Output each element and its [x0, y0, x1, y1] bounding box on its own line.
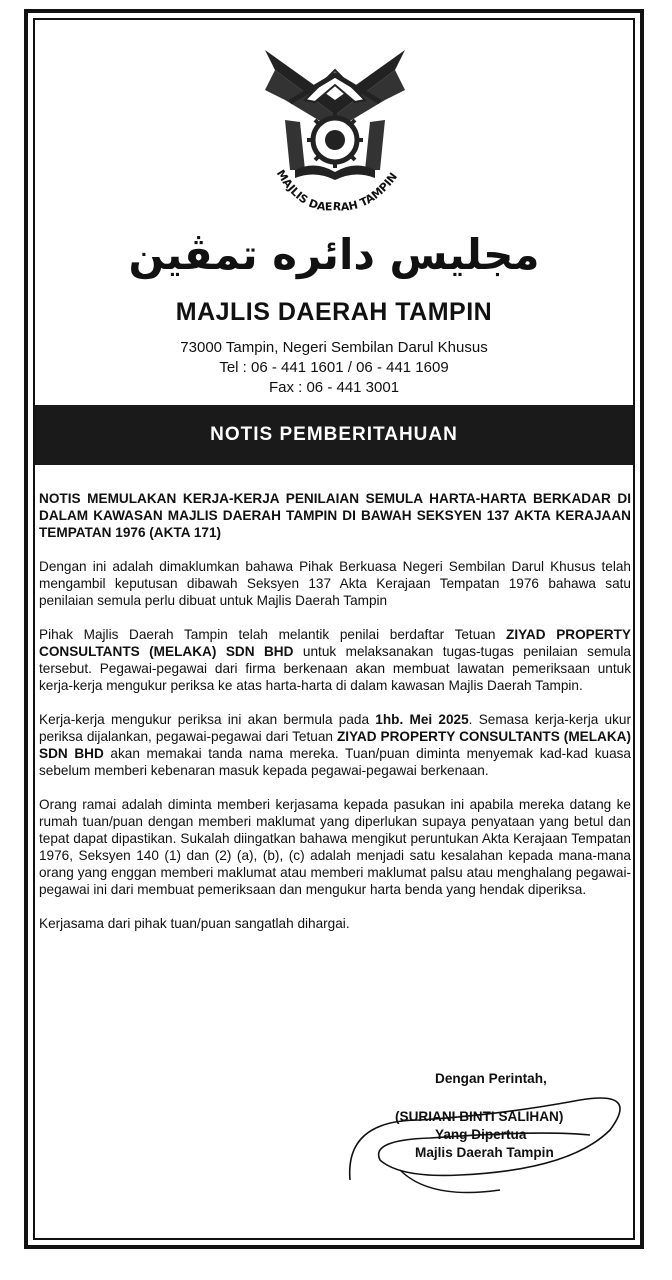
signoff-block — [395, 1070, 635, 1162]
notice-inner-border — [33, 18, 635, 1240]
paragraph-4: Orang ramai adalah diminta memberi kerjasama kepada pasukan ini apabila mereka datang ke rumah tuan/puan dengan memberi maklumat yang diperlukan supaya penyataan yang betul dan tepat dapat dipastikan. Sukalah diingatkan bahawa mengikut peruntukan Akta Kerajaan Tempatan 1976, Seksyen 140 (1) dan (2) (a), (b), (c) adalah menjadi satu kesalahan kepada mana-mana orang yang enggan memberi maklumat atau memberi maklumat palsu atau menghalang pegawai-pegawai ini dari membuat pemeriksaan dan mengukur harta benda yang hendak diperiksa. — [39, 797, 631, 897]
notice-header — [35, 20, 633, 400]
signatory-position: Yang Dipertua — [435, 1127, 527, 1142]
start-date: 1hb. Mei 2025 — [375, 712, 469, 727]
address: 73000 Tampin, Negeri Sembilan Darul Khusus — [180, 339, 488, 356]
paragraph-1: Dengan ini adalah dimaklumkan bahawa Pihak Berkuasa Negeri Sembilan Darul Khusus telah mengambil keputusan dibawah Seksyen 137 Akta Kerajaan Tempatan 1976 bahawa satu penilaian semula perlu dibuat untuk Majlis Daerah Tampin — [39, 559, 631, 608]
notice-banner: NOTIS PEMBERITAHUAN — [35, 405, 633, 465]
jawi-org-name: مجليس دائره تمڤين — [128, 230, 540, 279]
signatory-name: (SURIANI BINTI SALIHAN) — [395, 1109, 564, 1124]
firm-name: ZIYAD PROPERTY CONSULTANTS (MELAKA) SDN BHD — [39, 627, 631, 659]
paragraph-3-text: Kerja-kerja mengukur periksa ini akan bermula pada — [39, 712, 376, 727]
fax: Fax : 06 - 441 3001 — [268, 379, 400, 396]
paragraph-3 — [39, 711, 631, 779]
majlis-daerah-tampin-emblem-icon — [245, 30, 425, 215]
notice-title: NOTIS MEMULAKAN KERJA-KERJA PENILAIAN SEMULA HARTA-HARTA BERKADAR DI DALAM KAWASAN MAJLIS DAERAH TAMPIN DI BAWAH SEKSYEN 137 AKTA KERAJAAN TEMPATAN 1976 (AKTA 171) — [39, 491, 631, 540]
org-name: MAJLIS DAERAH TAMPIN — [175, 298, 493, 326]
paragraph-3-text-end: akan memakai tanda nama mereka. Tuan/puan diminta menyemak kad-kad kuasa sebelum memberi kebenaran masuk kepada pegawai-pegawai berkenaan. — [39, 746, 631, 778]
notice-outer-border — [24, 9, 644, 1249]
svg-text:MAJLIS DAERAH TAMPIN: MAJLIS DAERAH TAMPIN — [273, 167, 401, 214]
telephone: Tel : 06 - 441 1601 / 06 - 441 1609 — [219, 359, 449, 376]
signatory-org: Majlis Daerah Tampin — [415, 1145, 554, 1160]
signoff-line: Dengan Perintah, — [435, 1071, 547, 1086]
paragraph-2-text: Pihak Majlis Daerah Tampin telah melantik penilai berdaftar Tetuan — [39, 627, 507, 642]
paragraph-3-text-mid: . Semasa kerja-kerja ukur periksa dijalankan, pegawai-pegawai dari Tetuan — [39, 712, 631, 744]
firm-name: ZIYAD PROPERTY CONSULTANTS (MELAKA) SDN BHD — [39, 729, 632, 761]
paragraph-2 — [39, 626, 631, 694]
notice-body — [39, 490, 631, 949]
contact-block — [35, 338, 633, 398]
paragraph-5: Kerjasama dari pihak tuan/puan sangatlah dihargai. — [39, 916, 350, 931]
paragraph-2-text-end: untuk melaksanakan tugas-tugas penilaian semula tersebut. Pegawai-pegawai dari firma berkenaan akan membuat lawatan pemeriksaan untuk kerja-kerja mengukur periksa ke atas harta-harta di dalam kawasan Majlis Daerah Tampin. — [39, 644, 631, 693]
